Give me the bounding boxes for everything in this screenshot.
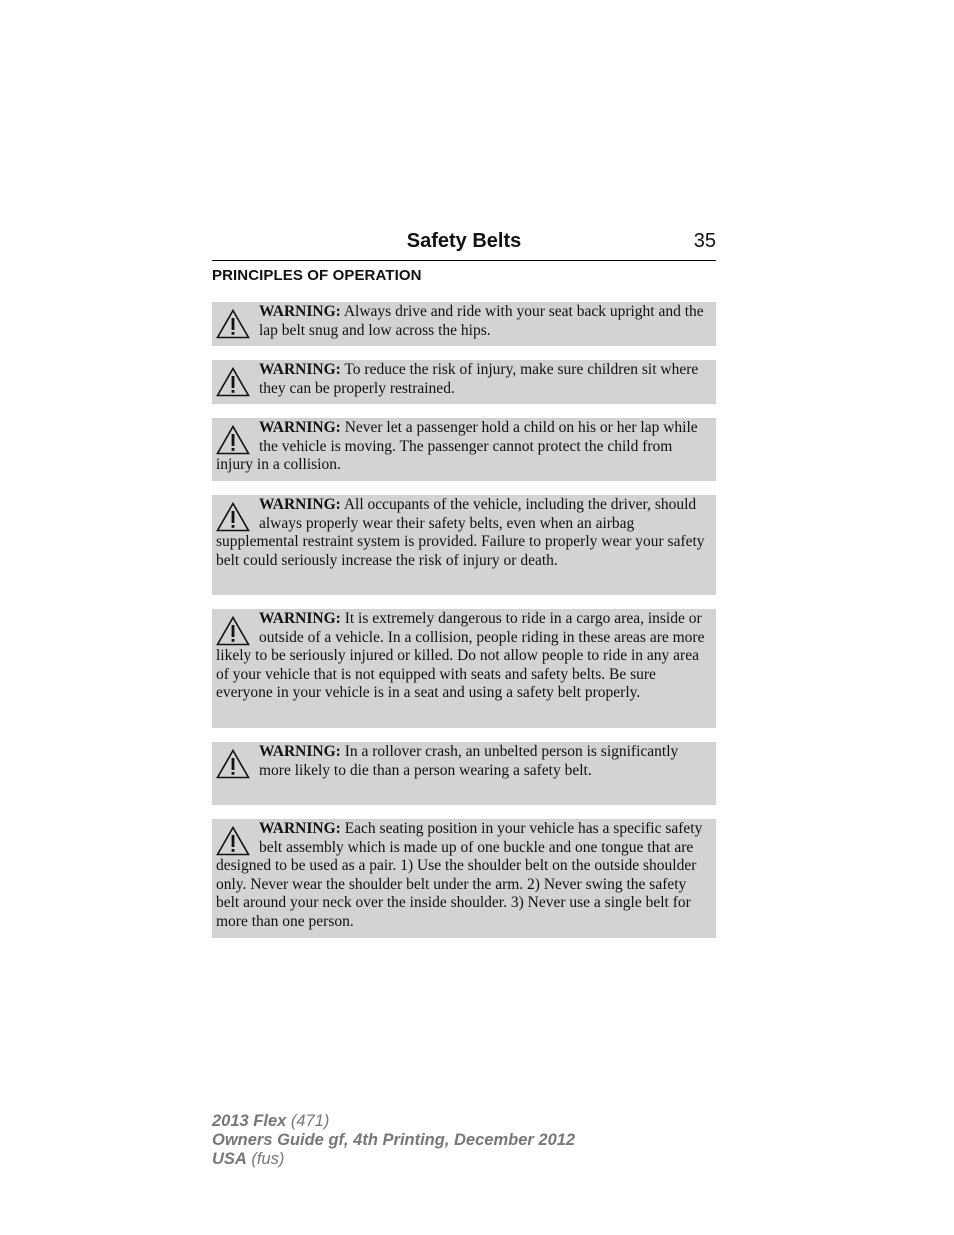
footer-model-code: (471) <box>286 1112 330 1130</box>
footer-market-code: (fus) <box>246 1150 285 1168</box>
warning-text: Never let a passenger hold a child on his or her lap while the vehicle is moving. The passenger cannot protect the child from injury in a collision. <box>216 419 698 474</box>
warning-label: WARNING: <box>259 419 341 436</box>
warning-label: WARNING: <box>259 303 341 320</box>
warning-label: WARNING: <box>259 820 341 837</box>
section-heading: PRINCIPLES OF OPERATION <box>212 267 422 284</box>
warning-triangle-icon <box>216 425 250 455</box>
footer-printing: Owners Guide gf, 4th Printing, December 2012 <box>212 1131 576 1149</box>
warning-triangle-icon <box>216 826 250 856</box>
warning-text: To reduce the risk of injury, make sure children sit where they can be properly restrained. <box>259 361 699 397</box>
page-number: 35 <box>693 230 716 252</box>
warning-box <box>212 819 716 938</box>
page-header <box>212 228 716 261</box>
warning-triangle-icon <box>216 616 250 646</box>
footer-line-1 <box>212 1112 575 1131</box>
warning-triangle-icon <box>216 367 250 397</box>
warning-text: Always drive and ride with your seat back upright and the lap belt snug and low across the hips. <box>259 303 704 339</box>
footer-line-3 <box>212 1150 575 1169</box>
warning-label: WARNING: <box>259 610 341 627</box>
warning-box <box>212 742 716 805</box>
warning-box <box>212 302 716 346</box>
warning-box <box>212 360 716 404</box>
warning-triangle-icon <box>216 309 250 339</box>
warning-triangle-icon <box>216 502 250 532</box>
warning-label: WARNING: <box>259 743 341 760</box>
warning-label: WARNING: <box>259 361 341 378</box>
page-title: Safety Belts <box>406 230 522 252</box>
warning-box <box>212 609 716 728</box>
footer-line-2 <box>212 1131 575 1150</box>
warning-text: It is extremely dangerous to ride in a cargo area, inside or outside of a vehicle. In a collision, people riding in these areas are more likely to be seriously injured or killed. Do not allow people to ride in any area of your vehicle that is not equipped with seats and safety belts. Be sure everyone in your vehicle is in a seat and using a safety belt properly. <box>216 610 705 702</box>
warning-box <box>212 495 716 595</box>
warning-triangle-icon <box>216 749 250 779</box>
warning-label: WARNING: <box>259 496 341 513</box>
footer-model: 2013 Flex <box>212 1112 287 1130</box>
warning-text: Each seating position in your vehicle has a specific safety belt assembly which is made up of one buckle and one tongue that are designed to be used as a pair. 1) Use the shoulder belt on the outside shoulder only. Never wear the shoulder belt under the arm. 2) Never swing the safety belt around your neck over the inside shoulder. 3) Never use a single belt for more than one person. <box>216 820 703 930</box>
warning-text: In a rollover crash, an unbelted person is significantly more likely to die than a person wearing a safety belt. <box>259 743 679 779</box>
warning-box <box>212 418 716 481</box>
warning-text: All occupants of the vehicle, including the driver, should always properly wear their safety belts, even when an airbag supplemental restraint system is provided. Failure to properly wear your safety belt could seriously increase the risk of injury or death. <box>216 496 705 569</box>
footer <box>212 1112 575 1169</box>
footer-market: USA <box>212 1150 247 1168</box>
